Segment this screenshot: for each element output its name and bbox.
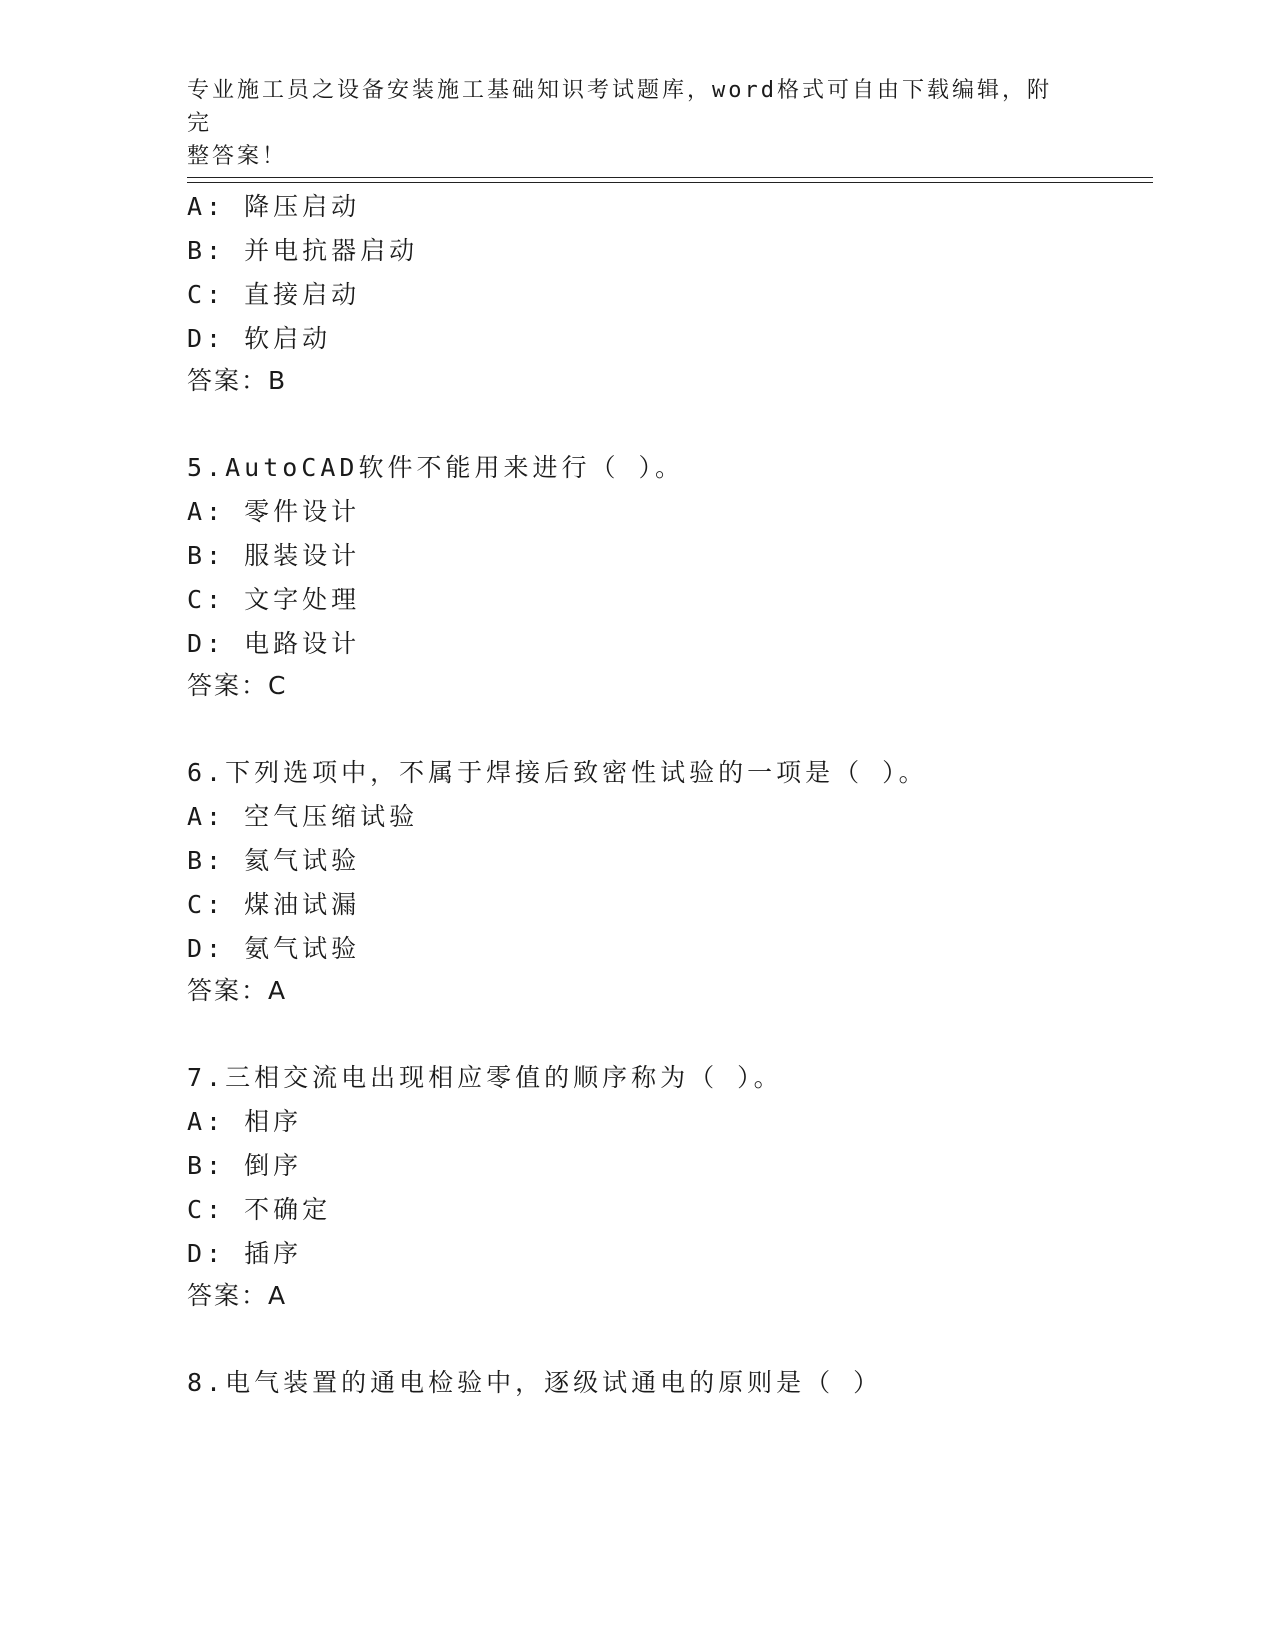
q7-question: 7.三相交流电出现相应零值的顺序称为（ ）。 [187, 1063, 783, 1092]
q7-option-a: A: 相序 [187, 1107, 303, 1136]
q5-answer: 答案：C [187, 671, 288, 700]
q6-question: 6.下列选项中，不属于焊接后致密性试验的一项是（ ）。 [187, 758, 928, 787]
document-header [187, 74, 1067, 173]
q6-option-d: D: 氨气试验 [187, 934, 361, 963]
q6-option-b: B: 氦气试验 [187, 846, 361, 875]
q4-option-b: B: 并电抗器启动 [187, 236, 419, 265]
header-divider-top [187, 177, 1153, 178]
q4-option-d: D: 软启动 [187, 324, 332, 353]
header-divider-bottom [187, 182, 1153, 183]
q6-option-c: C: 煤油试漏 [187, 890, 361, 919]
q7-option-b: B: 倒序 [187, 1151, 303, 1180]
q4-option-c: C: 直接启动 [187, 280, 361, 309]
q5-option-d: D: 电路设计 [187, 629, 361, 658]
q7-answer: 答案：A [187, 1281, 288, 1310]
q6-answer: 答案：A [187, 976, 288, 1005]
header-line-1: 专业施工员之设备安装施工基础知识考试题库，word格式可自由下载编辑，附完 [187, 78, 1052, 136]
q4-option-a: A: 降压启动 [187, 192, 361, 221]
q5-question: 5.AutoCAD软件不能用来进行（ ）。 [187, 453, 685, 482]
header-line-2: 整答案！ [187, 144, 288, 169]
q4-answer: 答案：B [187, 366, 288, 395]
q7-option-c: C: 不确定 [187, 1195, 332, 1224]
q7-option-d: D: 插序 [187, 1239, 303, 1268]
q8-question: 8.电气装置的通电检验中，逐级试通电的原则是（ ） [187, 1368, 883, 1397]
q5-option-c: C: 文字处理 [187, 585, 361, 614]
q6-option-a: A: 空气压缩试验 [187, 802, 419, 831]
q5-option-b: B: 服装设计 [187, 541, 361, 570]
q5-option-a: A: 零件设计 [187, 497, 361, 526]
